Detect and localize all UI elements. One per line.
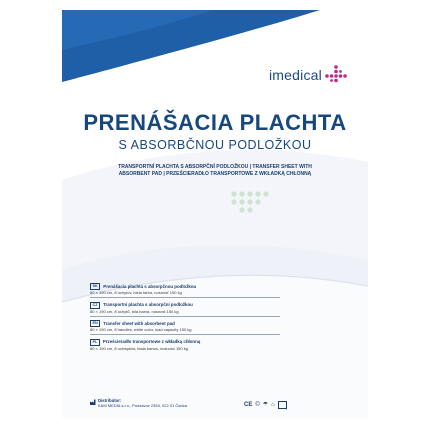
distributor-info: K&M MEDIA s.r.o., Podzávoz 2353, 022 01 Čadca	[98, 403, 187, 408]
ce-mark-icon: CE	[244, 402, 253, 408]
lang-product-name: Transfer sheet with absorbent pad	[103, 320, 175, 326]
language-list	[90, 283, 280, 356]
lang-code: SK	[90, 283, 100, 290]
distributor-block	[90, 398, 260, 409]
umbrella-icon: ☂	[262, 402, 269, 408]
divider	[90, 297, 280, 298]
brand-name: imedical	[269, 67, 322, 83]
lang-description: 80 × 190 cm, 8 uchwytów, biała barwa, nośność 150 kg	[90, 345, 188, 351]
background-decoration	[62, 10, 368, 418]
divider	[90, 316, 280, 317]
lang-block-sk	[90, 283, 280, 298]
lang-code: PL	[90, 339, 100, 346]
lang-product-name: Prześcieradło transportowe z wkładką chłonną	[102, 339, 201, 344]
factory-icon	[90, 399, 96, 405]
multilingual-line-2: ABSORBENT PAD | PRZEŚCIERADŁO TRANSPORTOWE Z WKŁADKĄ CHŁONNĄ	[118, 171, 312, 177]
divider	[90, 334, 280, 335]
home-icon: ⌂	[271, 402, 275, 408]
lang-code: CZ	[90, 302, 100, 309]
lang-description: 80 × 190 cm, 8 úchytov, biela farba, nosnosť 150 kg	[90, 290, 182, 295]
lang-description: 80 × 190 cm, 8 úchytů, bílá barva, nosnost 150 kg	[90, 308, 179, 314]
lang-code: EN	[90, 320, 100, 327]
copyright-icon: ©	[255, 402, 260, 408]
dots-decoration-icon	[230, 190, 274, 216]
dimensions-icon: |←→|	[277, 400, 287, 410]
plus-dots-icon	[325, 64, 347, 86]
lang-block-cz	[90, 302, 280, 317]
product-subtitle: S ABSORBČNOU PODLOŽKOU	[118, 138, 312, 152]
distributor-label: Distribútor:	[98, 398, 122, 403]
regulatory-symbols	[244, 401, 287, 409]
lang-block-en	[90, 320, 280, 335]
product-title: PRENÁŠACIA PLACHTA	[83, 110, 347, 135]
label-page	[62, 10, 368, 418]
lang-description: 80 × 190 cm, 8 handles, white color, load capacity 150 kg	[90, 327, 192, 332]
multilingual-line-1: TRANSPORTNÍ PLACHTA S ABSORPČNÍ PODLOŽKOU | TRANSFER SHEET WITH	[118, 164, 312, 170]
lang-product-name: Prenášacia plachta s absorpčnou podložkou	[103, 283, 197, 289]
lang-product-name: Transportní plachta s absorpční podložkou	[103, 302, 193, 307]
lang-block-pl	[90, 339, 280, 352]
multilingual-names	[80, 164, 350, 178]
